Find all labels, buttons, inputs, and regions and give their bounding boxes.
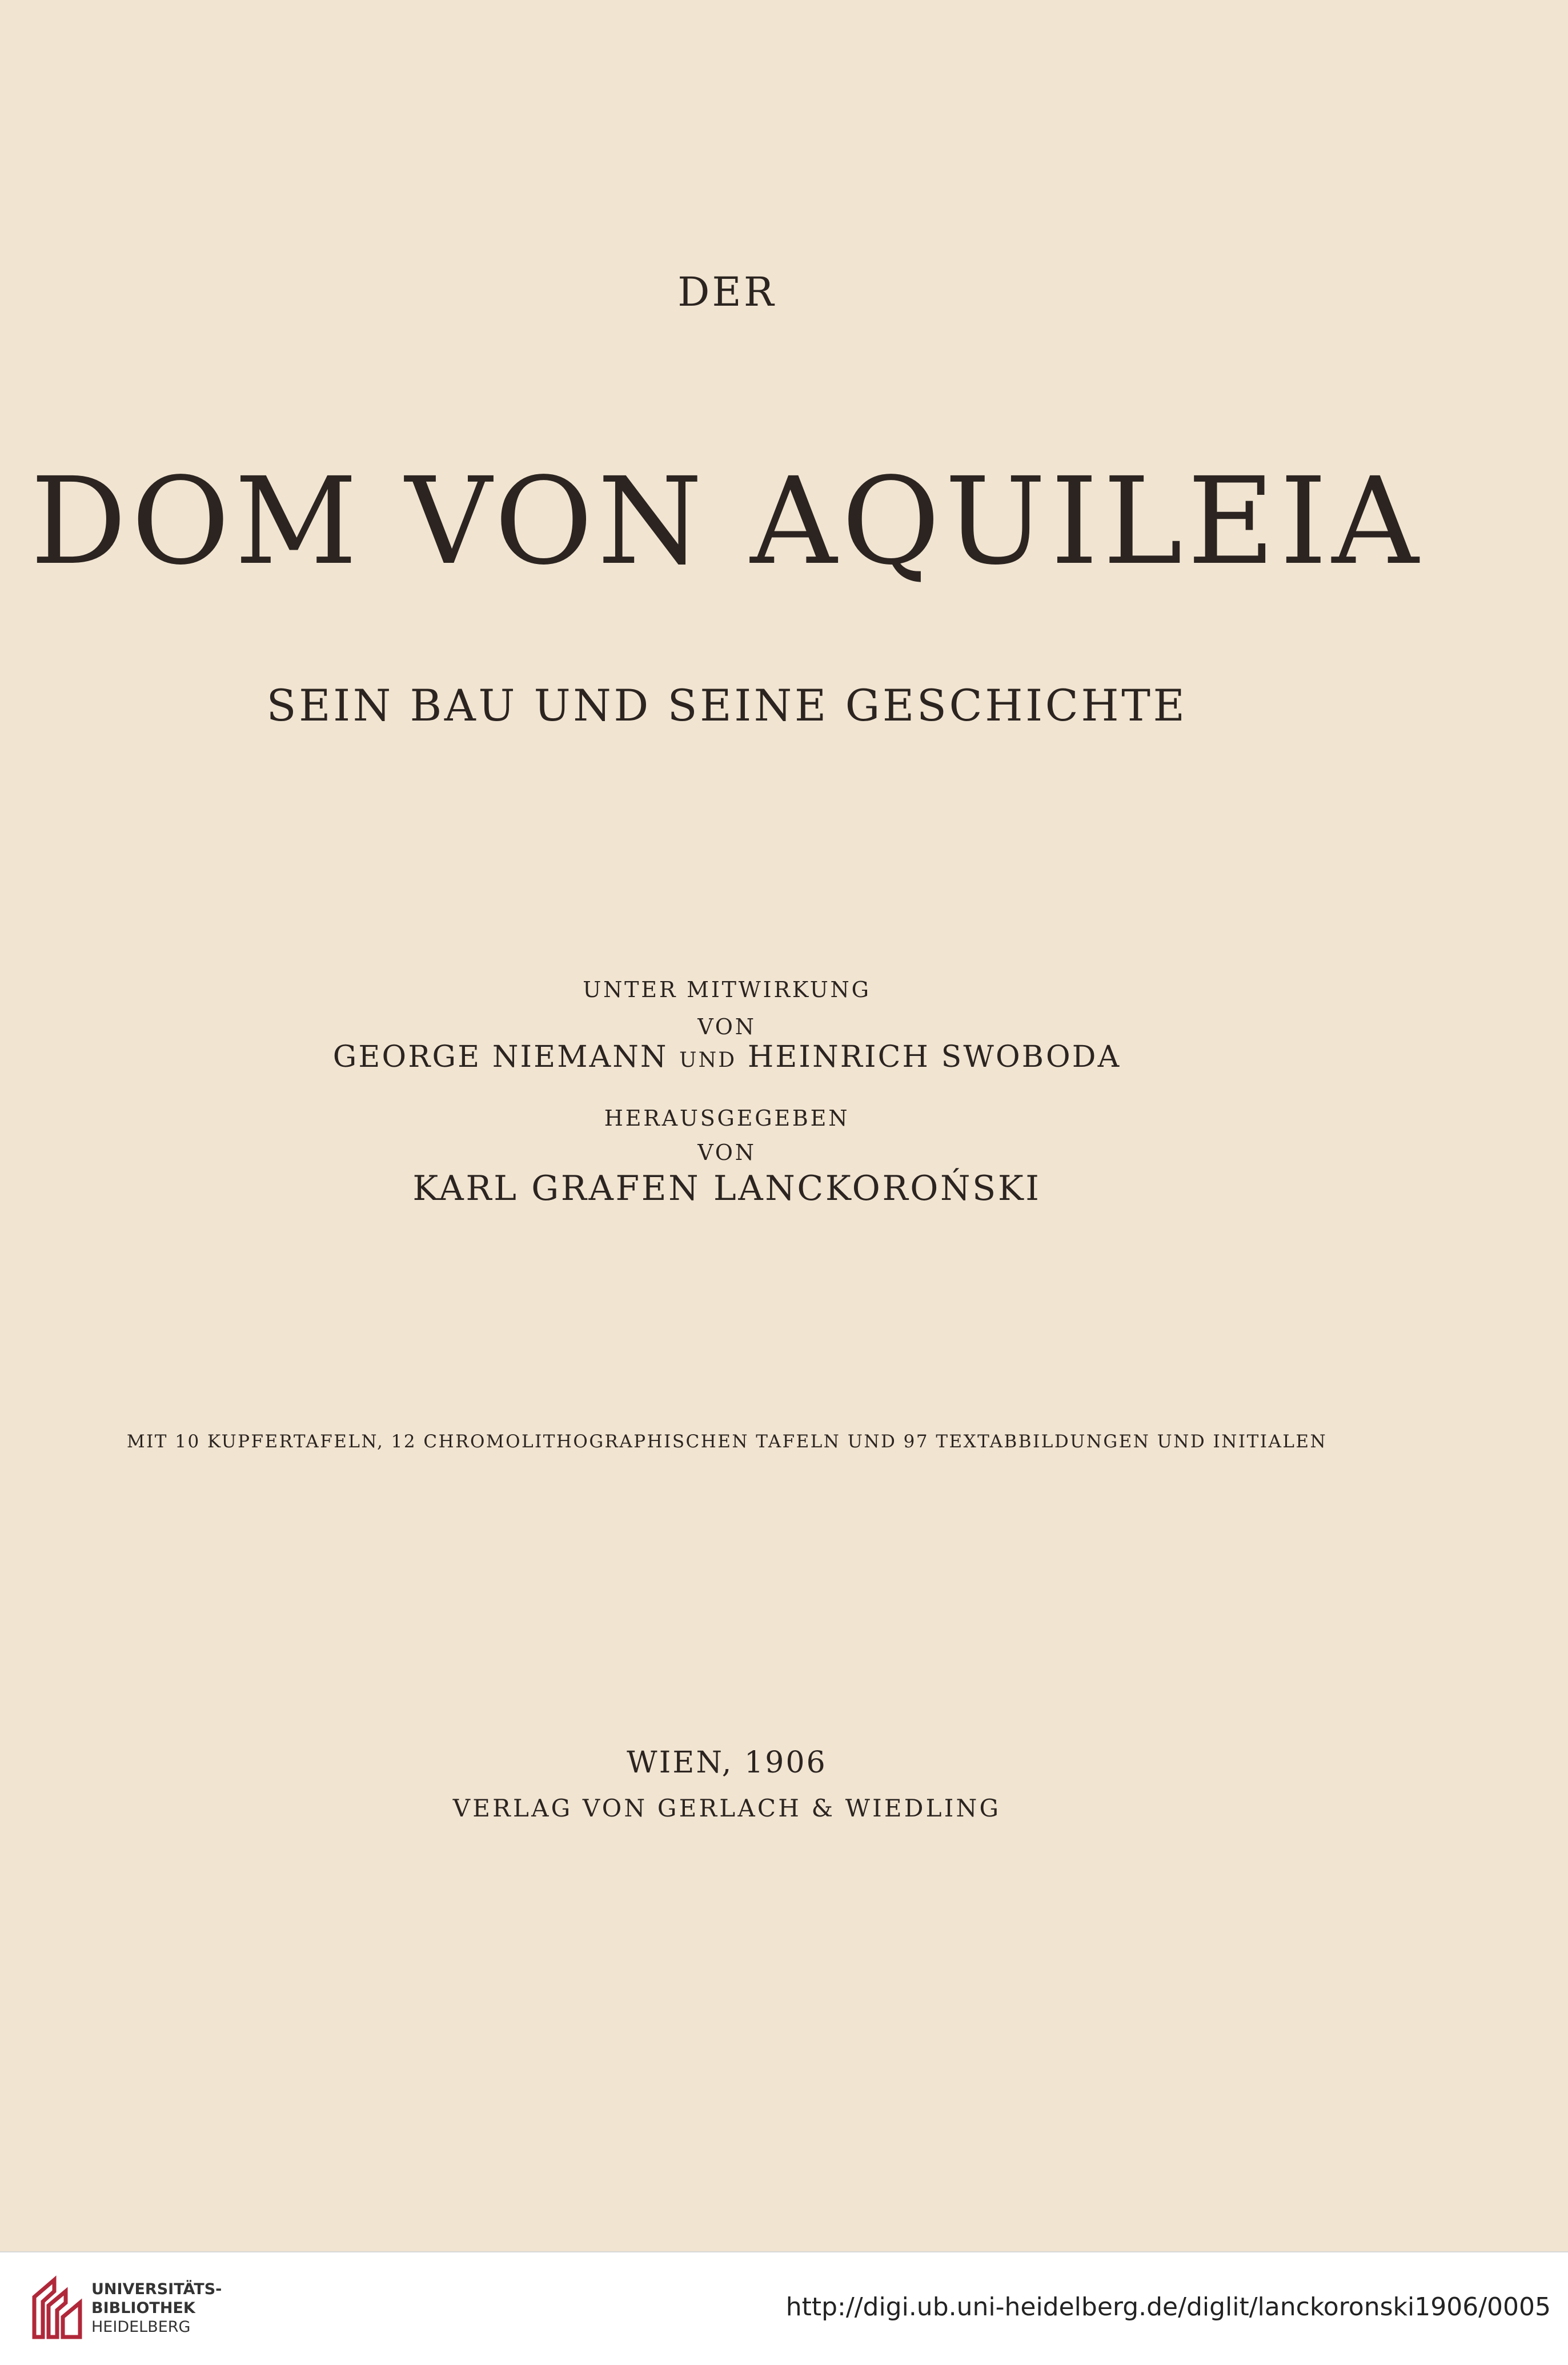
library-name	[91, 2280, 222, 2336]
authors-line	[0, 1040, 1454, 1074]
editor-name: KARL GRAFEN LANCKOROŃSKI	[412, 1169, 1041, 1208]
von-label-2: VON	[697, 1140, 756, 1165]
library-logo-icon	[29, 2274, 86, 2343]
collaboration-label: UNTER MITWIRKUNG	[583, 977, 871, 1002]
book-title: DOM VON AQUILEIA	[30, 451, 1423, 591]
place-year: WIEN, 1906	[627, 1746, 827, 1780]
author-1: GEORGE NIEMANN	[332, 1040, 668, 1074]
author-2: HEINRICH SWOBODA	[747, 1040, 1121, 1074]
digitization-footer	[0, 2251, 1568, 2365]
library-line-3: HEIDELBERG	[91, 2318, 191, 2336]
library-line-1: UNIVERSITÄTS-	[91, 2280, 222, 2298]
title-article: DER	[677, 269, 776, 315]
editor-label: HERAUSGEGEBEN	[604, 1106, 850, 1131]
library-line-2: BIBLIOTHEK	[91, 2299, 195, 2317]
permalink-url[interactable]: http://digi.ub.uni-heidelberg.de/diglit/lanckoronski1906/0005	[785, 2292, 1551, 2322]
von-label-1: VON	[697, 1014, 756, 1039]
und-label: UND	[679, 1049, 737, 1072]
book-subtitle: SEIN BAU UND SEINE GESCHICHTE	[266, 680, 1188, 731]
publisher: VERLAG VON GERLACH & WIEDLING	[452, 1794, 1001, 1822]
illustrations-note: MIT 10 KUPFERTAFELN, 12 CHROMOLITHOGRAPHISCHEN TAFELN UND 97 TEXTABBILDUNGEN UND INITIALEN	[126, 1431, 1328, 1452]
